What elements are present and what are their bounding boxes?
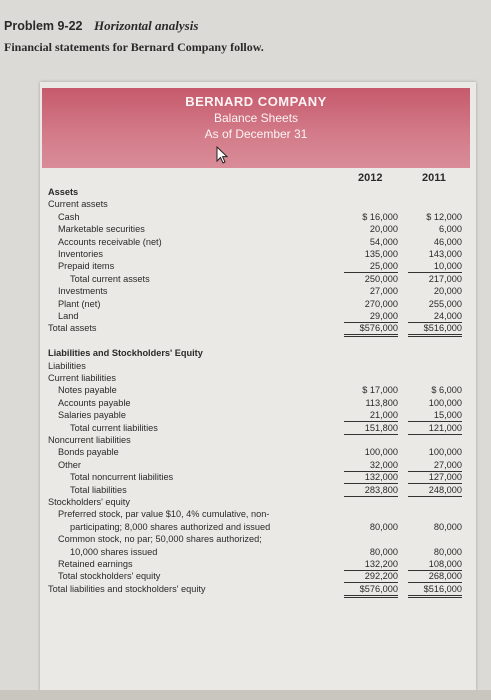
value-2011: 217,000 [428,273,462,284]
statement-row [48,409,468,421]
value-2011: $516,000 [408,322,462,337]
row-label: Noncurrent liabilities [48,435,131,445]
statement-row [48,298,468,310]
row-label: Liabilities [48,360,86,371]
row-label: Current assets [48,199,108,210]
row-label: Other [58,459,81,470]
value-2012: 32,000 [344,459,398,472]
row-label: Preferred stock, par value $10, 4% cumulative, non- [58,509,270,520]
row-label: participating; 8,000 shares authorized and issued [70,521,271,532]
value-2012: 250,000 [364,273,398,284]
row-label: Retained earnings [58,559,133,569]
statement-row [48,384,468,396]
column-header-2011: 2011 [422,172,446,184]
row-label: Total assets [48,323,97,334]
value-2011: 268,000 [408,570,462,583]
statement-row [48,186,468,198]
statement-title [42,94,470,142]
problem-intro: Financial statements for Bernard Company follow. [4,40,264,54]
row-label: Total liabilities and stockholders' equity [48,583,206,594]
row-label: Salaries payable [58,410,126,421]
value-2011: 80,000 [433,546,462,557]
row-label: Marketable securities [58,224,145,235]
row-label: Total current assets [70,273,150,284]
row-label: Total current liabilities [70,422,158,433]
value-2012: 135,000 [364,249,398,259]
statement-row [48,223,468,235]
statement-row [48,484,468,496]
row-label: Accounts payable [58,397,131,408]
problem-topic: Horizontal analysis [94,18,199,33]
statement-row [48,459,468,471]
value-2012: 100,000 [364,447,398,458]
row-label: Assets [48,187,79,197]
company-name: BERNARD COMPANY [185,94,327,109]
statement-row [48,422,468,434]
row-label: Investments [58,286,108,297]
value-2012: 27,000 [369,286,398,297]
value-2012: 20,000 [369,224,398,235]
value-2012: $576,000 [344,322,398,337]
row-label: Common stock, no par; 50,000 shares authorized; [58,534,262,545]
statement-row [48,285,468,297]
statement-row [48,546,468,558]
row-label: Total stockholders' equity [58,571,161,582]
value-2012: 54,000 [369,236,398,247]
value-2012: $ 17,000 [362,385,398,396]
row-label: Total noncurrent liabilities [70,472,174,483]
value-2012: 21,000 [344,409,398,422]
value-2011: $ 12,000 [426,211,462,222]
statement-row [48,496,468,508]
row-label: Current liabilities [48,373,116,383]
value-2011: 121,000 [408,422,462,435]
balance-sheet-page [40,82,476,694]
value-2011: 24,000 [408,310,462,323]
row-label: Plant (net) [58,298,101,309]
statement-row [48,533,468,545]
row-label: Liabilities and Stockholders' Equity [48,348,203,359]
statement-row [48,558,468,570]
value-2012: 113,800 [365,397,398,408]
value-2011: 80,000 [433,521,462,532]
row-label: Bonds payable [58,447,119,458]
value-2012: 132,200 [344,558,398,571]
statement-name: Balance Sheets [213,111,299,125]
bottom-edge [0,690,491,700]
value-2011: 100,000 [428,447,462,458]
row-label: Notes payable [58,385,117,396]
value-2012: 25,000 [344,260,398,273]
value-2011: 10,000 [408,260,462,273]
statement-row [48,198,468,210]
statement-row [48,471,468,483]
row-label: Accounts receivable (net) [58,236,162,247]
row-label: Land [58,311,79,321]
statement-row [48,273,468,285]
row-label: Prepaid items [58,261,115,272]
value-2011: 46,000 [433,236,462,247]
value-2011: 127,000 [408,471,462,484]
problem-number: Problem 9-22 [4,19,83,33]
value-2012: 151,800 [344,422,398,435]
statement-row [48,248,468,260]
statement-row [48,360,468,372]
value-2011: 15,000 [408,409,462,422]
statement-row [48,335,468,347]
statement-row [48,347,468,359]
value-2011: 108,000 [408,558,462,571]
value-2011: $ 6,000 [431,385,462,396]
value-2011: 143,000 [428,249,462,259]
statement-row [48,322,468,334]
statement-row [48,211,468,223]
problem-heading [4,18,198,34]
value-2011: 248,000 [408,484,462,497]
row-label: Total liabilities [70,484,127,495]
value-2011: $516,000 [408,583,462,598]
row-label: Stockholders' equity [48,497,130,507]
row-label: Inventories [58,249,103,259]
value-2012: 29,000 [344,310,398,323]
statement-row [48,310,468,322]
statement-banner [42,88,470,168]
value-2011: 6,000 [439,224,462,235]
statement-row [48,236,468,248]
statement-row [48,446,468,458]
value-2012: 80,000 [369,546,398,557]
statement-row [48,372,468,384]
statement-row [48,583,468,595]
value-2012: $576,000 [344,583,398,598]
mouse-cursor-icon [216,146,228,164]
value-2012: 292,200 [344,570,398,583]
value-2012: 80,000 [369,521,398,532]
statement-row [48,521,468,533]
value-2012: 132,000 [344,471,398,484]
value-2011: 255,000 [428,298,462,309]
statement-row [48,434,468,446]
value-2012: $ 16,000 [362,211,398,222]
statement-row [48,260,468,272]
statement-row [48,508,468,520]
value-2011: 27,000 [408,459,462,472]
row-label: Cash [58,211,80,222]
value-2012: 283,800 [344,484,398,497]
row-label: 10,000 shares issued [70,546,158,557]
value-2012: 270,000 [364,298,398,309]
value-2011: 20,000 [433,286,462,297]
column-header-2012: 2012 [358,172,383,184]
statement-row [48,397,468,409]
statement-row [48,570,468,582]
statement-date: As of December 31 [204,127,308,141]
value-2011: 100,000 [428,397,462,408]
